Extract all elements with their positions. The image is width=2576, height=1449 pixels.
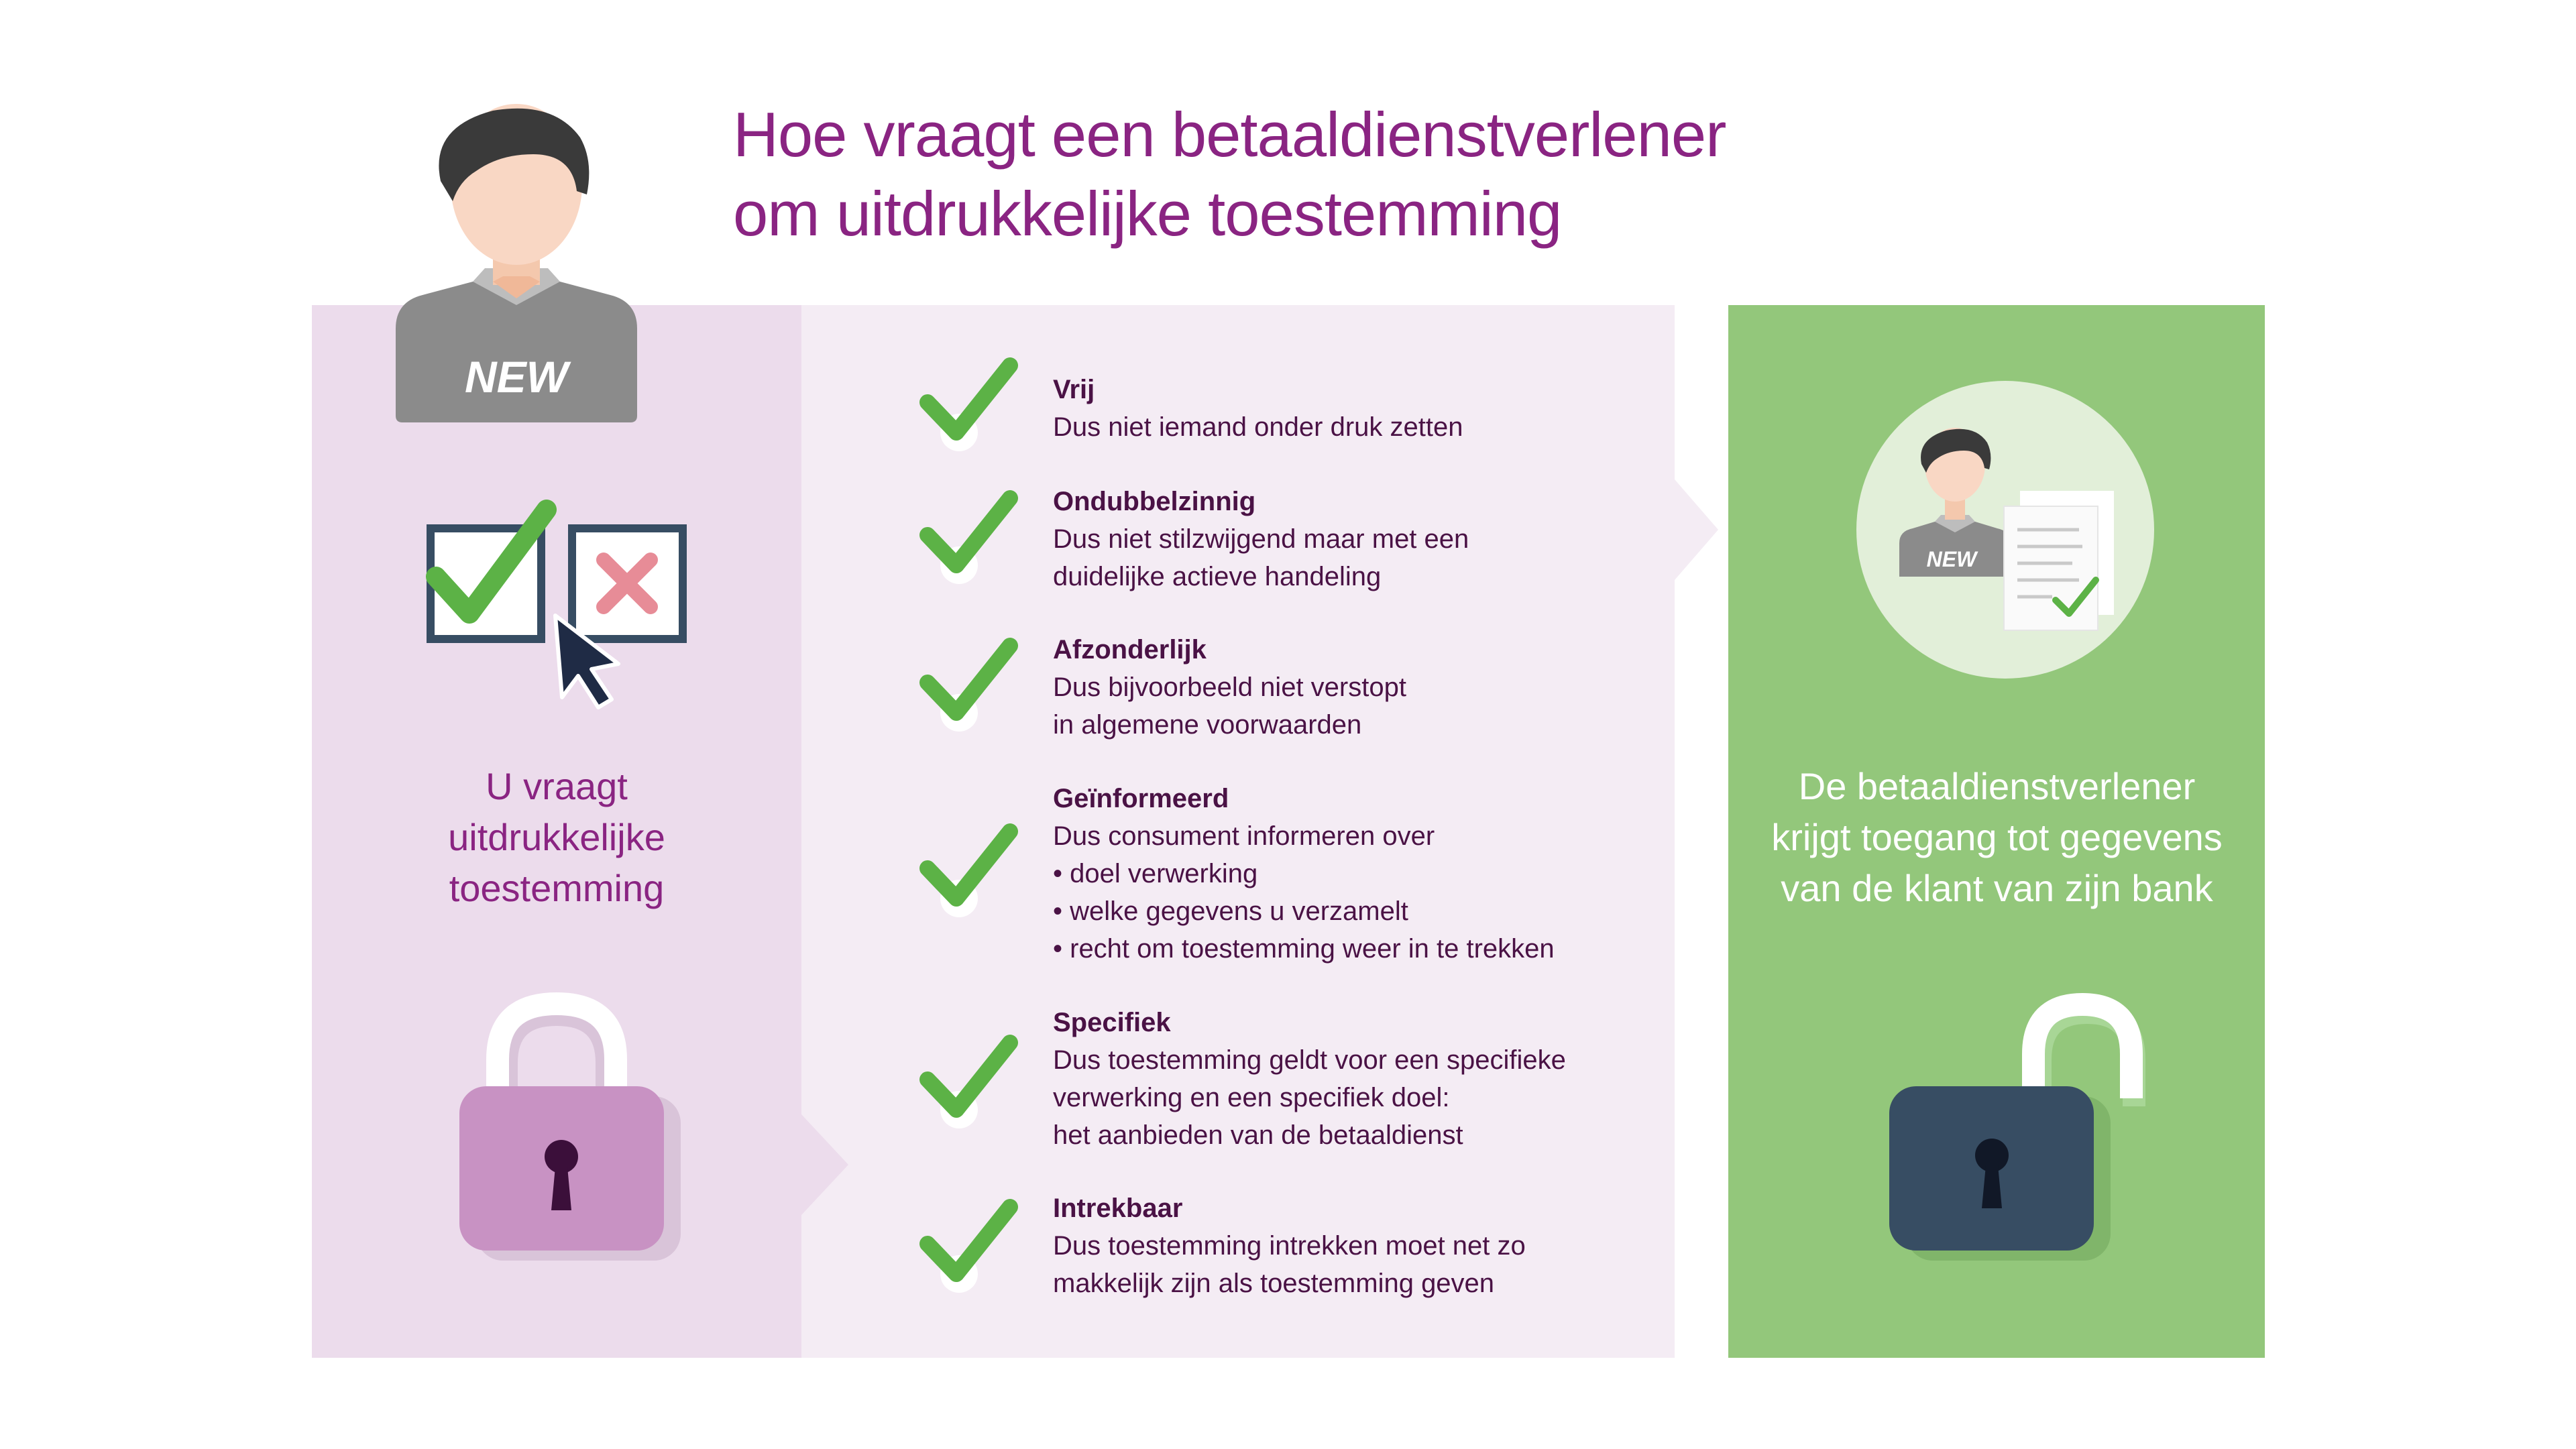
criterion-line: • doel verwerking — [1053, 859, 1258, 888]
criterion-title: Afzonderlijk — [1053, 635, 1207, 664]
checkbox-checked-icon — [431, 510, 547, 639]
right-caption — [1737, 761, 2257, 914]
checkmark-icon — [917, 1033, 1018, 1133]
criterion-line: Dus niet stilzwijgend maar met een — [1053, 524, 1469, 554]
criterion-title: Intrekbaar — [1053, 1194, 1183, 1223]
left-caption — [345, 761, 768, 914]
criterion-line: makkelijk zijn als toestemming geven — [1053, 1269, 1495, 1298]
criterion-title: Vrij — [1053, 375, 1095, 404]
right-caption-line-2: krijgt toegang tot gegevens — [1771, 816, 2223, 858]
criterion-afzonderlijk — [1053, 631, 1657, 744]
checkmark-icon — [917, 821, 1018, 922]
page-title-line-1: Hoe vraagt een betaaldienstverlener — [733, 99, 1726, 170]
criterion-line: duidelijke actieve handeling — [1053, 562, 1382, 591]
checkmark-icon — [917, 488, 1018, 589]
person-badge: NEW — [465, 352, 568, 402]
checkmark-icon — [917, 1197, 1018, 1297]
document-check-icon — [2004, 491, 2114, 630]
left-caption-line-2: uitdrukkelijke — [448, 816, 665, 858]
consent-choice-illustration — [423, 496, 704, 711]
checkbox-cross-icon — [572, 528, 683, 639]
criterion-ondubbelzinnig — [1053, 483, 1657, 595]
page-title-line-2: om uitdrukkelijke toestemming — [733, 178, 1562, 249]
page-title — [733, 95, 1940, 253]
criterion-vrij — [1053, 371, 1657, 446]
criterion-intrekbaar — [1053, 1190, 1657, 1302]
padlock-open-icon — [1885, 992, 2166, 1274]
criterion-line: in algemene voorwaarden — [1053, 710, 1362, 740]
provider-access-illustration — [1851, 375, 2160, 684]
criterion-line: Dus bijvoorbeeld niet verstopt — [1053, 673, 1406, 702]
criterion-line: Dus niet iemand onder druk zetten — [1053, 412, 1463, 442]
padlock-closed-icon — [456, 996, 677, 1271]
criterion-title: Geïnformeerd — [1053, 784, 1229, 813]
criterion-specifiek — [1053, 1004, 1657, 1154]
left-panel-pointer — [801, 1114, 848, 1215]
criterion-line: Dus toestemming geldt voor een specifieke — [1053, 1045, 1566, 1075]
criterion-line: het aanbieden van de betaaldienst — [1053, 1120, 1463, 1150]
right-caption-line-3: van de klant van zijn bank — [1781, 867, 2213, 909]
checkmark-icon — [917, 636, 1018, 736]
criterion-line: verwerking en een specifiek doel: — [1053, 1083, 1450, 1112]
criterion-title: Specifiek — [1053, 1008, 1171, 1037]
checkmark-icon — [917, 355, 1018, 456]
person-icon — [392, 101, 640, 429]
criterion-line: • recht om toestemming weer in te trekken — [1053, 934, 1555, 964]
left-caption-line-3: toestemming — [449, 867, 665, 909]
small-person-badge: NEW — [1926, 547, 1977, 571]
middle-panel-pointer — [1675, 479, 1718, 580]
criterion-line: • welke gegevens u verzamelt — [1053, 896, 1408, 926]
left-caption-line-1: U vraagt — [486, 765, 628, 807]
criterion-line: Dus consument informeren over — [1053, 821, 1435, 851]
criterion-geinformeerd — [1053, 780, 1657, 968]
criterion-line: Dus toestemming intrekken moet net zo — [1053, 1231, 1526, 1261]
criterion-title: Ondubbelzinnig — [1053, 487, 1256, 516]
right-caption-line-1: De betaaldienstverlener — [1798, 765, 2196, 807]
